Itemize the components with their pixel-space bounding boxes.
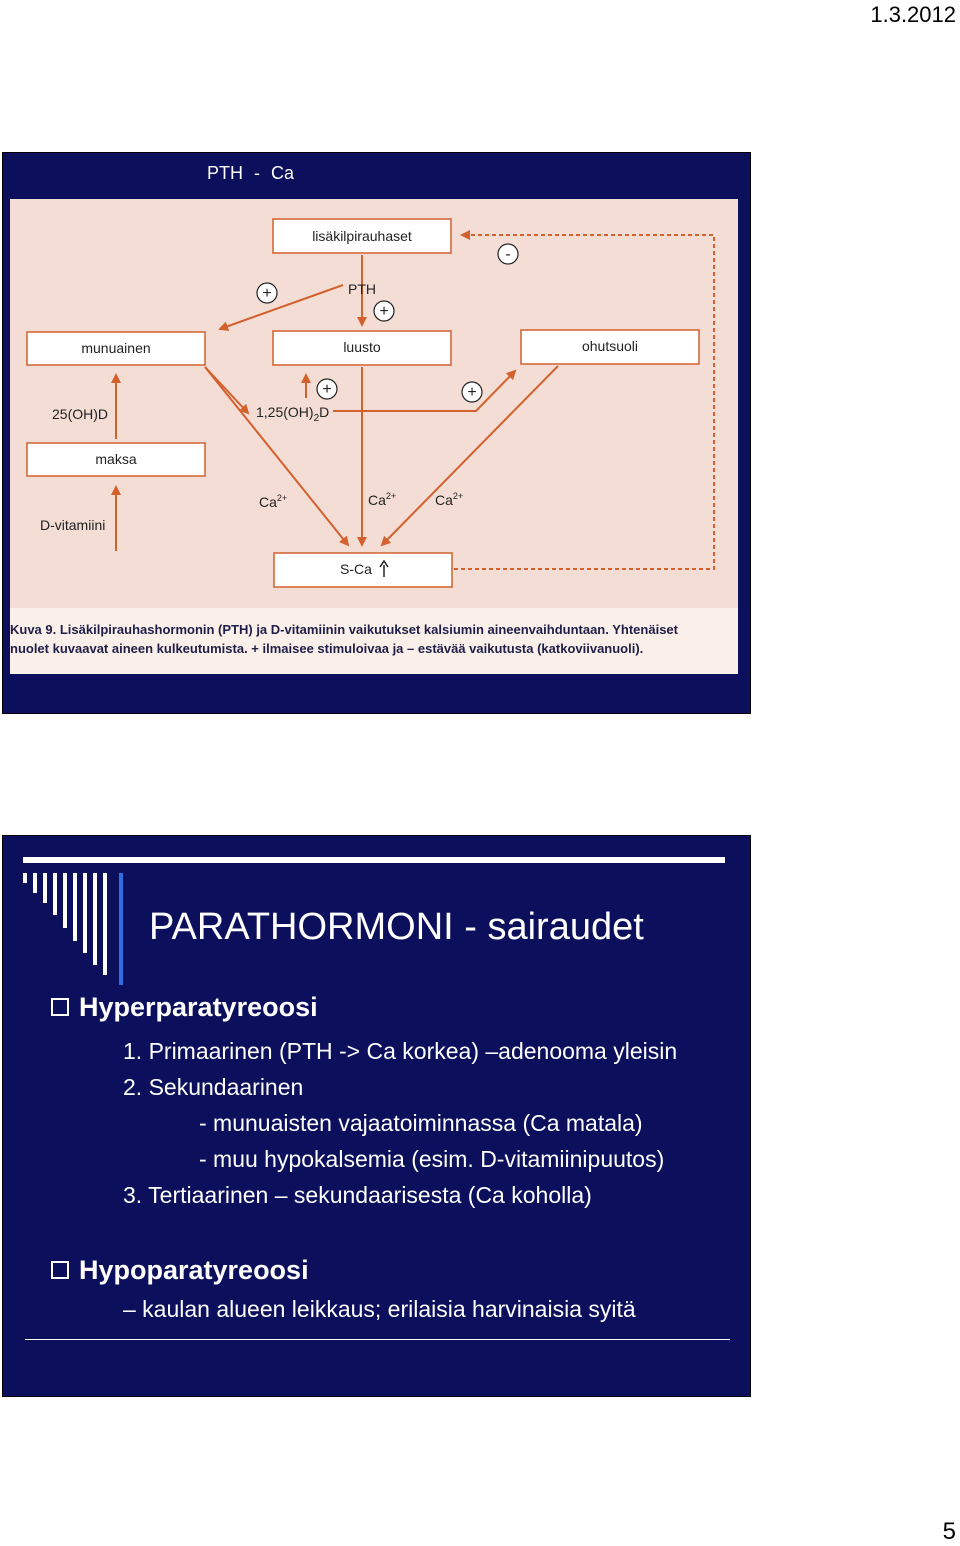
box-maksa	[27, 443, 205, 476]
list-item: - muu hypokalsemia (esim. D-vitamiinipuutos)	[199, 1146, 665, 1172]
label-ca-right: $Ca^{2+}$	[435, 491, 464, 508]
arrow-feedback-inhibit	[454, 235, 714, 569]
box-luusto	[273, 331, 451, 365]
arrow-vitd-to-ohutsuoli	[333, 371, 515, 411]
list-item: 2. Sekundaarinen	[123, 1074, 304, 1100]
svg-text:+: +	[262, 285, 272, 302]
svg-text:+: +	[379, 303, 389, 320]
box-munuainen	[27, 332, 205, 365]
svg-text:maksa: maksa	[95, 451, 137, 467]
plus-circle-icon	[374, 301, 394, 321]
svg-text:munuainen: munuainen	[81, 340, 151, 356]
divider	[25, 1339, 730, 1340]
minus-circle-icon	[498, 244, 518, 264]
label-25ohd: 25(OH)D	[52, 406, 109, 422]
slide-title: PARATHORMONI - sairaudet	[149, 906, 644, 948]
label-125oh2d: $1,25(OH)_2D$	[256, 404, 330, 424]
arrow-pth-to-munuainen	[220, 285, 343, 329]
svg-text:+: +	[322, 381, 332, 398]
pth-ca-diagram	[10, 199, 738, 673]
slide-pth-ca	[2, 152, 751, 714]
svg-text:lisäkilpirauhaset: lisäkilpirauhaset	[312, 228, 412, 244]
list-item: 1. Primaarinen (PTH -> Ca korkea) –adenooma yleisin	[123, 1038, 678, 1064]
box-s-ca	[274, 553, 452, 587]
slide-parathormoni-sairaudet	[2, 835, 751, 1397]
figure-caption-band	[10, 608, 738, 674]
slide-title: PTH - Ca	[207, 163, 295, 183]
label-pth: PTH	[348, 281, 376, 297]
box-ohutsuoli	[521, 330, 699, 364]
svg-text:+: +	[467, 384, 477, 401]
page-date: 1.3.2012	[870, 2, 956, 27]
figure-caption: Kuva 9. Lisäkilpirauhashormonin (PTH) ja D-vitamiinin vaikutukset kalsiumin aineenvaihduntaan. Yhtenäiset nuolet kuvaavat aineen kulkeutumista. + ilmaisee stimuloivaa ja – estävää vaikutusta (katkoviivanuoli).	[10, 622, 678, 656]
label-ca-middle: $Ca^{2+}$	[368, 491, 397, 508]
label-d-vitamiini: D-vitamiini	[40, 517, 106, 533]
decorative-stripes	[21, 873, 131, 988]
bullet-hyperparatyreoosi: Hyperparatyreoosi	[51, 992, 318, 1023]
svg-text:S-Ca: S-Ca	[340, 561, 372, 577]
page-number: 5	[942, 1518, 956, 1545]
svg-text:-: -	[505, 246, 511, 263]
box-lisakilpirauhaset	[273, 219, 451, 253]
label-ca-left: $Ca^{2+}$	[259, 493, 288, 510]
list-item: – kaulan alueen leikkaus; erilaisia harvinaisia syitä	[123, 1296, 636, 1322]
square-bullet-icon	[51, 998, 69, 1016]
plus-circle-icon	[317, 379, 337, 399]
title-bar-line	[23, 857, 725, 863]
bullet-hypoparatyreoosi: Hypoparatyreoosi	[51, 1255, 309, 1286]
svg-text:ohutsuoli: ohutsuoli	[581, 338, 639, 354]
plus-circle-icon	[462, 382, 482, 402]
plus-circle-icon	[257, 283, 277, 303]
list-item: 3. Tertiaarinen – sekundaarisesta (Ca koholla)	[123, 1182, 592, 1208]
list-item: - munuaisten vajaatoiminnassa (Ca matala)	[199, 1110, 643, 1136]
square-bullet-icon	[51, 1261, 69, 1279]
svg-text:luusto: luusto	[343, 339, 381, 355]
